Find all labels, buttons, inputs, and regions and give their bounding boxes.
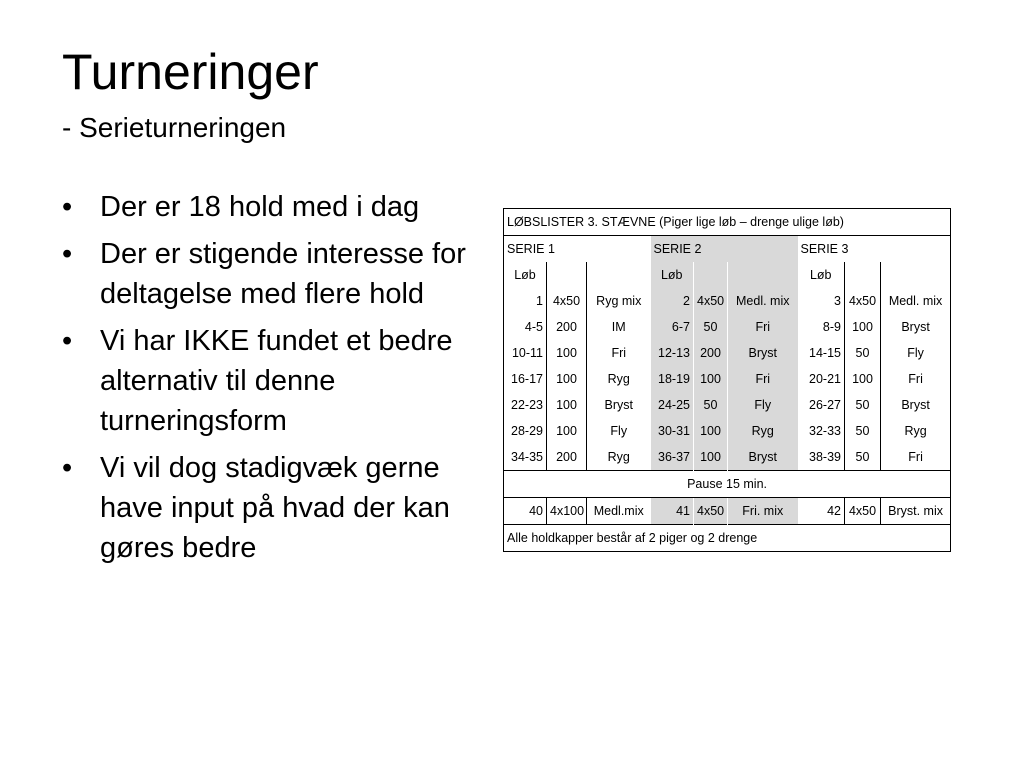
series-2-stroke: Fri [728,366,798,392]
series-3-stroke: Medl. mix [881,288,951,314]
bullet-item [62,234,492,314]
series-3-stroke: Fri [881,444,951,471]
series-1-distance: 100 [547,366,587,392]
bullet-glyph: • [62,325,73,357]
series-2-stroke: Ryg [728,418,798,444]
series-2-stroke: Fri. mix [728,498,798,525]
series-1-race-number: 34-35 [504,444,547,471]
series-1-race-number: 28-29 [504,418,547,444]
series-3-race-number: 20-21 [809,372,841,386]
series-1-stroke: Bryst [587,392,651,418]
series-1-distance: 100 [547,392,587,418]
series-3-race-number: 3 [834,294,841,308]
series-1-stroke: Fly [587,418,651,444]
series-3-distance: 100 [845,366,881,392]
series-1-lob-label: Løb [504,262,547,288]
series-1-stroke: Ryg mix [587,288,651,314]
series-2-distance: 4x50 [694,498,728,525]
series-3-race-number: 14-15 [809,346,841,360]
series-2-distance: 200 [694,340,728,366]
series-1-label: SERIE 1 [504,236,651,263]
series-1-race-number: 40 [504,498,547,525]
bullet-glyph: • [62,191,73,223]
race-list-table [503,208,951,552]
series-2-stroke: Medl. mix [728,288,798,314]
series-2-lob-label: Løb [651,262,694,288]
table-row [504,288,951,314]
series-1-distance: 4x50 [547,288,587,314]
bullet-text: Der er stigende interesse for deltagelse med flere hold [100,238,466,310]
series-3-stroke: Fly [881,340,951,366]
series-2-race-number: 41 [651,498,694,525]
series-1-race-number: 22-23 [504,392,547,418]
footer-row [504,525,951,552]
table-footer: Alle holdkapper består af 2 piger og 2 drenge [504,525,951,552]
series-1-distance: 200 [547,314,587,340]
series-1-distance: 4x100 [547,498,587,525]
series-2-race-number: 18-19 [651,366,694,392]
table-header-row [504,209,951,236]
series-2-race-number: 30-31 [651,418,694,444]
slide-title: Turneringer [62,44,319,100]
table-row [504,418,951,444]
series-2-race-number: 24-25 [651,392,694,418]
series-1-race-number: 10-11 [504,340,547,366]
table-header: LØBSLISTER 3. STÆVNE (Piger lige løb – drenge ulige løb) [504,209,951,236]
table-row [504,314,951,340]
slide-subtitle: - Serieturneringen [62,112,287,143]
series-3-distance: 4x50 [845,498,881,525]
series-1-distance: 100 [547,418,587,444]
series-3-race-number: 38-39 [809,450,841,464]
series-2-race-number: 12-13 [651,340,694,366]
pause-row [504,471,951,498]
series-3-distance: 50 [845,444,881,471]
series-2-stroke: Fly [728,392,798,418]
pause-label: Pause 15 min. [504,471,951,498]
series-1-stroke: Fri [587,340,651,366]
bullet-glyph: • [62,238,73,270]
series-2-stroke: Bryst [728,340,798,366]
series-row [504,236,951,263]
series-2-distance: 50 [694,314,728,340]
series-1-distance: 200 [547,444,587,471]
series-3-race-number: 42 [827,504,841,518]
series-2-distance: 100 [694,444,728,471]
series-2-distance: 100 [694,366,728,392]
series-3-distance: 50 [845,418,881,444]
series-3-lob-label: Løb [809,268,832,282]
series-2-race-number: 36-37 [651,444,694,471]
bullet-text: Vi vil dog stadigvæk gerne have input på hvad der kan gøres bedre [100,452,450,564]
series-2-stroke: Bryst [728,444,798,471]
series-2-race-number: 6-7 [651,314,694,340]
bullet-item [62,187,492,227]
lob-label-row [504,262,951,288]
bullet-item [62,448,492,568]
bullet-text: Vi har IKKE fundet et bedre alternativ til denne turneringsform [100,325,453,437]
bullet-glyph: • [62,452,73,484]
table-row [504,444,951,471]
bullet-item [62,321,492,441]
series-1-stroke: Ryg [587,444,651,471]
series-3-distance: 4x50 [845,288,881,314]
series-1-stroke: IM [587,314,651,340]
series-1-distance: 100 [547,340,587,366]
bullet-list [62,187,492,575]
table-row [504,366,951,392]
series-1-race-number: 4-5 [504,314,547,340]
series-3-distance: 50 [845,340,881,366]
series-1-race-number: 16-17 [504,366,547,392]
final-relay-row [504,498,951,525]
series-3-distance: 50 [845,392,881,418]
series-3-stroke: Bryst. mix [881,498,951,525]
series-2-distance: 4x50 [694,288,728,314]
series-1-stroke: Ryg [587,366,651,392]
table-row [504,340,951,366]
series-2-distance: 50 [694,392,728,418]
series-1-stroke: Medl.mix [587,498,651,525]
series-3-stroke: Fri [881,366,951,392]
series-3-race-number: 8-9 [822,320,841,334]
series-2-stroke: Fri [728,314,798,340]
series-3-distance: 100 [845,314,881,340]
series-2-label: SERIE 2 [651,236,798,263]
series-3-race-number: 32-33 [809,424,841,438]
series-2-race-number: 2 [651,288,694,314]
series-3-stroke: Bryst [881,314,951,340]
series-3-stroke: Bryst [881,392,951,418]
table-row [504,392,951,418]
series-3-label: SERIE 3 [798,236,951,263]
series-3-race-number: 26-27 [809,398,841,412]
series-3-stroke: Ryg [881,418,951,444]
bullet-text: Der er 18 hold med i dag [100,191,420,223]
series-1-race-number: 1 [504,288,547,314]
series-2-distance: 100 [694,418,728,444]
